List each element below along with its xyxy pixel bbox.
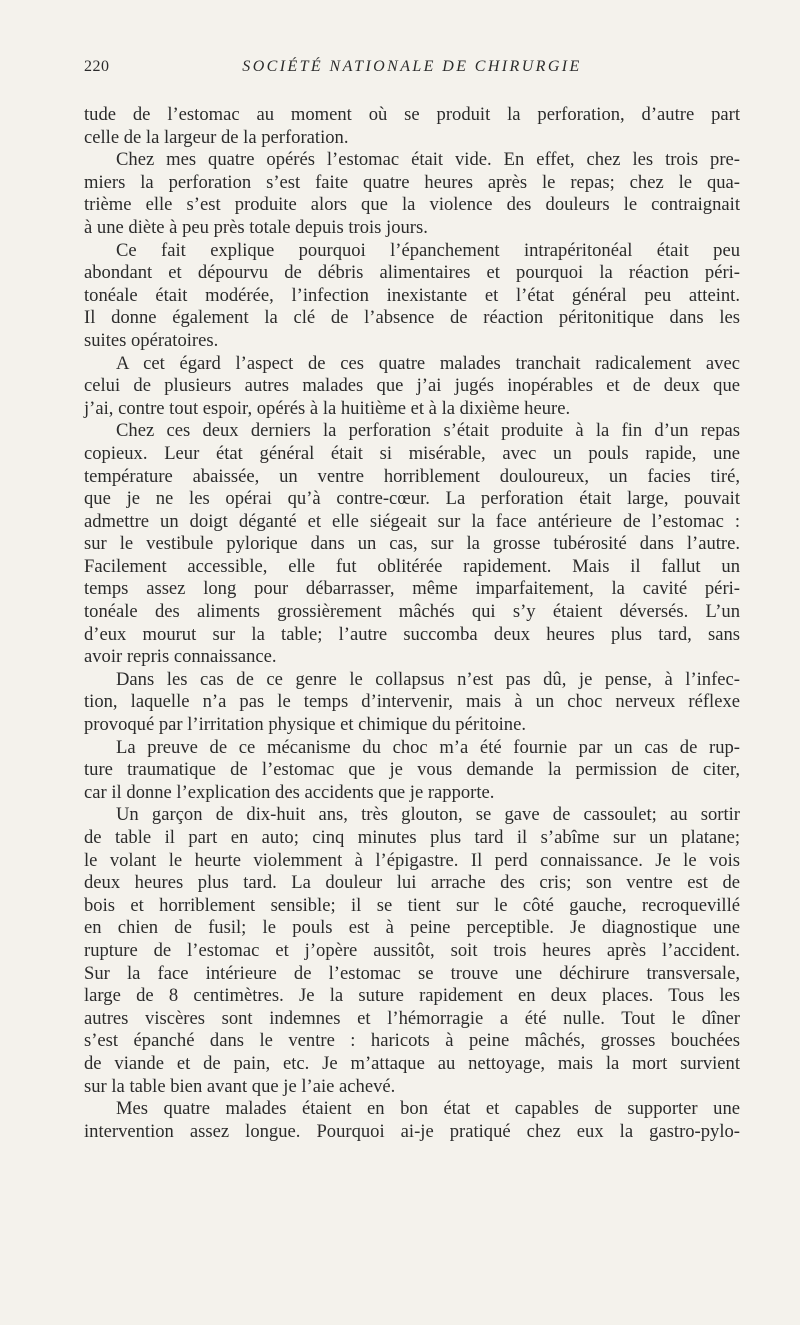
paragraph (84, 737, 740, 805)
text-line: A cet égard l’aspect de ces quatre malades tranchait radicalement avec (116, 352, 740, 374)
paragraph (84, 104, 740, 149)
text-line: trième elle s’est produite alors que la violence des douleurs le contraignait (84, 194, 740, 216)
text-line: large de 8 centimètres. Je la suture rapidement en deux places. Tous les (84, 985, 740, 1007)
text-line: temps assez long pour débarrasser, même imparfaitement, la cavité péri- (84, 578, 740, 600)
text-line: La preuve de ce mécanisme du choc m’a été fournie par un cas de rup- (116, 736, 740, 758)
body-text (84, 104, 740, 1143)
text-line: Un garçon de dix-huit ans, très glouton, se gave de cassoulet; au sortir (116, 804, 740, 826)
paragraph (84, 420, 740, 669)
text-line: Dans les cas de ce genre le collapsus n’est pas dû, je pense, à l’infec- (116, 668, 740, 690)
page-header (84, 58, 740, 86)
text-line: d’eux mourut sur la table; l’autre succomba deux heures plus tard, sans (84, 623, 740, 645)
text-line: copieux. Leur état général était si misérable, avec un pouls rapide, une (84, 442, 740, 464)
page-number: 220 (84, 58, 110, 75)
text-line: s’est épanché dans le ventre : haricots à peine mâchés, grosses bouchées (84, 1030, 740, 1052)
text-line: à une diète à peu près totale depuis trois jours. (84, 216, 428, 238)
text-line: rupture de l’estomac et j’opère aussitôt, soit trois heures après l’accident. (84, 939, 740, 961)
text-line: température abaissée, un ventre horriblement douloureux, un facies tiré, (84, 465, 740, 487)
text-line: bois et horriblement sensible; il se tient sur le côté gauche, recroquevillé (84, 894, 740, 916)
text-line: tonéale était modérée, l’infection inexistante et l’état général peu atteint. (84, 284, 740, 306)
text-line: de table il part en auto; cinq minutes plus tard il s’abîme sur un platane; (84, 827, 740, 848)
text-line: tonéale des aliments grossièrement mâchés qui s’y étaient déversés. L’un (84, 601, 740, 623)
text-line: Chez mes quatre opérés l’estomac était vide. En effet, chez les trois pre- (116, 149, 740, 171)
text-line: Il donne également la clé de l’absence de réaction péritonitique dans les (84, 307, 740, 329)
text-line: tion, laquelle n’a pas le temps d’intervenir, mais à un choc nerveux réflexe (84, 691, 740, 713)
text-line: en chien de fusil; le pouls est à peine perceptible. Je diagnostique une (84, 917, 740, 939)
text-line: provoqué par l’irritation physique et chimique du péritoine. (84, 714, 527, 736)
text-line: admettre un doigt déganté et elle siégeait sur la face antérieure de l’estomac : (84, 510, 740, 532)
text-line: j’ai, contre tout espoir, opérés à la huitième et à la dixième heure. (84, 397, 571, 419)
text-line: sur la table bien avant que je l’aie achevé. (84, 1075, 396, 1097)
text-line: avoir repris connaissance. (84, 646, 277, 668)
text-line: Facilement accessible, elle fut oblitérée rapidement. Mais il fallut un (84, 555, 740, 577)
text-line: deux heures plus tard. La douleur lui arrache des cris; son ventre est de (84, 872, 740, 894)
paragraph (84, 804, 740, 1098)
text-line: le volant le heurte violemment à l’épigastre. Il perd connaissance. Je le vois (84, 849, 740, 871)
text-line: Mes quatre malades étaient en bon état et capables de supporter une (116, 1098, 740, 1120)
text-line: de viande et de pain, etc. Je m’attaque au nettoyage, mais la mort survient (84, 1052, 740, 1074)
text-line: tude de l’estomac au moment où se produit la perforation, d’autre part (84, 104, 740, 125)
text-line: Chez ces deux derniers la perforation s’était produite à la fin d’un repas (116, 420, 740, 442)
running-title: SOCIÉTÉ NATIONALE DE CHIRURGIE (242, 58, 582, 75)
paragraph (84, 353, 740, 421)
text-line: que je ne les opérai qu’à contre-cœur. La perforation était large, pouvait (84, 488, 740, 510)
paragraph (84, 669, 740, 737)
paragraph (84, 240, 740, 353)
text-line: abondant et dépourvu de débris alimentaires et pourquoi la réaction péri- (84, 262, 740, 284)
paragraph (84, 1098, 740, 1143)
text-line: suites opératoires. (84, 329, 219, 351)
text-line: sur le vestibule pylorique dans un cas, sur la grosse tubérosité dans l’autre. (84, 533, 740, 555)
text-line: celui de plusieurs autres malades que j’ai jugés inopérables et de deux que (84, 375, 740, 397)
text-line: autres viscères sont indemnes et l’hémorragie a été nulle. Tout le dîner (84, 1007, 740, 1029)
text-line: ture traumatique de l’estomac que je vous demande la permission de citer, (84, 759, 740, 781)
text-line: celle de la largeur de la perforation. (84, 126, 349, 148)
text-line: miers la perforation s’est faite quatre heures après le repas; chez le qua- (84, 171, 740, 193)
text-line: Ce fait explique pourquoi l’épanchement intrapéritonéal était peu (116, 239, 740, 261)
paragraph (84, 149, 740, 239)
text-line: intervention assez longue. Pourquoi ai-je pratiqué chez eux la gastro-pylo- (84, 1120, 740, 1142)
text-line: car il donne l’explication des accidents que je rapporte. (84, 781, 495, 803)
text-line: Sur la face intérieure de l’estomac se trouve une déchirure transversale, (84, 962, 740, 984)
